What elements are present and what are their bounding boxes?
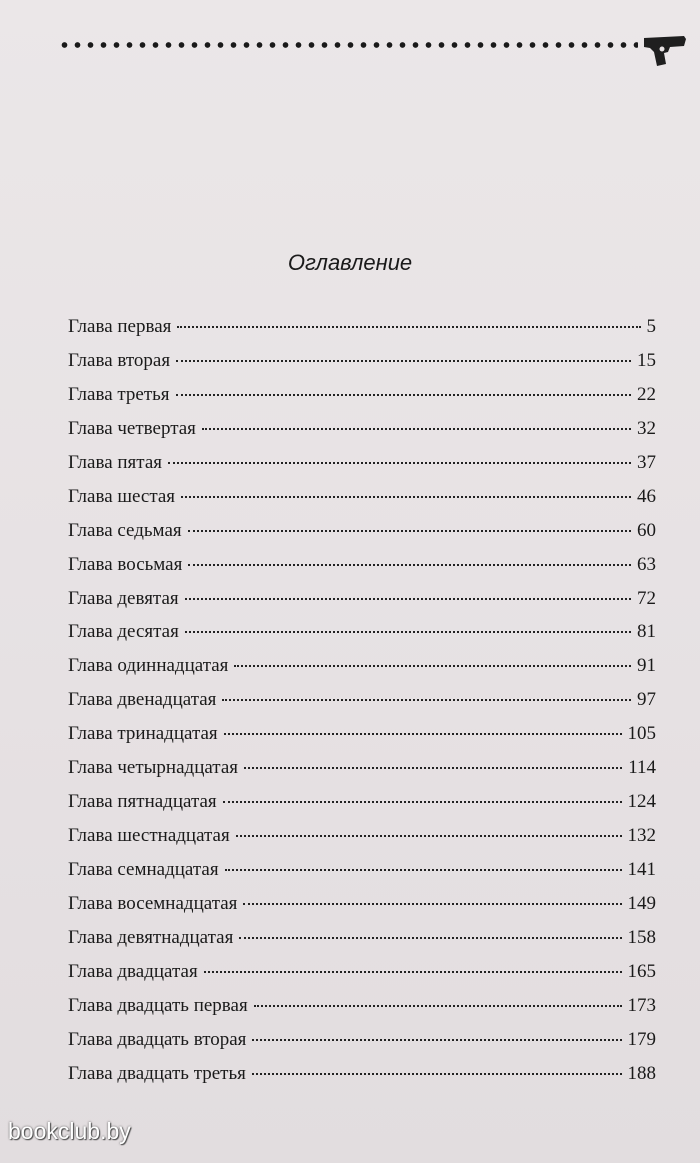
dot-leader xyxy=(244,767,622,769)
toc-entry xyxy=(68,1063,656,1097)
dot-leader xyxy=(188,564,631,566)
toc-entry xyxy=(68,655,656,689)
toc-entry xyxy=(68,350,656,384)
dot-leader xyxy=(254,1005,622,1007)
chapter-title: Глава девятнадцатая xyxy=(68,926,234,948)
dot-leader xyxy=(225,869,622,871)
page-number: 81 xyxy=(637,621,656,643)
toc-entry xyxy=(68,418,656,452)
watermark: bookclub.by xyxy=(8,1118,131,1144)
page-number: 165 xyxy=(627,960,656,982)
dot-leader xyxy=(185,631,631,633)
chapter-title: Глава тринадцатая xyxy=(68,723,218,745)
chapter-title: Глава вторая xyxy=(68,349,171,371)
dot-leader xyxy=(181,496,631,498)
page-number: 114 xyxy=(628,757,656,779)
page-number: 179 xyxy=(627,1028,656,1050)
chapter-title: Глава двадцатая xyxy=(68,960,198,982)
page-number: 105 xyxy=(627,723,656,745)
page-number: 141 xyxy=(627,859,656,880)
chapter-title: Глава двенадцатая xyxy=(68,689,217,711)
toc-entry xyxy=(68,927,656,961)
chapter-title: Глава третья xyxy=(68,383,170,405)
chapter-title: Глава пятнадцатая xyxy=(68,791,217,813)
toc-entry xyxy=(68,621,656,655)
chapter-title: Глава двадцать третья xyxy=(68,1062,246,1084)
dotted-rule xyxy=(58,40,638,50)
page-number: 132 xyxy=(627,825,656,847)
dot-leader xyxy=(204,971,622,973)
toc-entry xyxy=(68,588,656,622)
dot-leader xyxy=(176,394,631,396)
chapter-title: Глава четырнадцатая xyxy=(68,757,239,779)
dot-leader xyxy=(252,1073,622,1075)
page-number: 158 xyxy=(627,926,656,948)
dot-leader xyxy=(222,699,631,701)
chapter-title: Глава десятая xyxy=(68,621,179,643)
table-of-contents xyxy=(68,316,656,1097)
toc-entry xyxy=(68,791,656,825)
page-number: 5 xyxy=(646,316,656,337)
page-number: 15 xyxy=(637,349,656,371)
toc-entry xyxy=(68,893,656,927)
toc-entry xyxy=(68,384,656,418)
dot-leader xyxy=(185,598,631,600)
toc-entry xyxy=(68,452,656,486)
dot-leader xyxy=(224,733,622,735)
page-number: 72 xyxy=(637,587,656,609)
page-number: 91 xyxy=(637,655,656,677)
page-number: 46 xyxy=(637,485,656,507)
page-number: 32 xyxy=(637,417,656,439)
chapter-title: Глава девятая xyxy=(68,587,179,609)
toc-entry xyxy=(68,995,656,1029)
page-number: 63 xyxy=(637,553,656,575)
dot-leader xyxy=(188,530,631,532)
chapter-title: Глава одиннадцатая xyxy=(68,655,229,677)
dot-leader xyxy=(243,903,621,905)
page-title: Оглавление xyxy=(287,250,413,275)
page-number: 60 xyxy=(637,519,656,541)
pistol-icon xyxy=(640,30,690,70)
toc-entry xyxy=(68,723,656,757)
chapter-title: Глава восьмая xyxy=(68,553,183,575)
dot-leader xyxy=(234,665,631,667)
chapter-title: Глава семнадцатая xyxy=(68,859,219,880)
chapter-title: Глава седьмая xyxy=(68,519,182,541)
dot-leader xyxy=(223,801,622,803)
dot-leader xyxy=(177,326,640,328)
page-number: 173 xyxy=(627,994,656,1016)
dot-leader xyxy=(252,1039,621,1041)
toc-entry xyxy=(68,486,656,520)
toc-entry xyxy=(68,1029,656,1063)
toc-entry xyxy=(68,689,656,723)
toc-entry xyxy=(68,757,656,791)
toc-entry xyxy=(68,859,656,893)
chapter-title: Глава шестнадцатая xyxy=(68,825,230,847)
dot-leader xyxy=(176,360,631,362)
page-number: 22 xyxy=(637,383,656,405)
page-number: 37 xyxy=(637,451,656,473)
page-number: 124 xyxy=(627,791,656,813)
toc-entry xyxy=(68,520,656,554)
chapter-title: Глава двадцать вторая xyxy=(68,1028,247,1050)
toc-entry xyxy=(68,825,656,859)
chapter-title: Глава шестая xyxy=(68,485,176,507)
dot-leader xyxy=(202,428,631,430)
page-number: 97 xyxy=(637,689,656,711)
page-number: 188 xyxy=(627,1062,656,1084)
chapter-title: Глава пятая xyxy=(68,451,162,473)
dot-leader xyxy=(239,937,621,939)
dot-leader xyxy=(236,835,622,837)
chapter-title: Глава восемнадцатая xyxy=(68,892,238,914)
dot-leader xyxy=(168,462,631,464)
chapter-title: Глава двадцать первая xyxy=(68,994,248,1016)
toc-entry xyxy=(68,554,656,588)
toc-entry xyxy=(68,316,656,350)
page-number: 149 xyxy=(627,892,656,914)
chapter-title: Глава первая xyxy=(68,316,172,337)
toc-entry xyxy=(68,961,656,995)
chapter-title: Глава четвертая xyxy=(68,417,196,439)
